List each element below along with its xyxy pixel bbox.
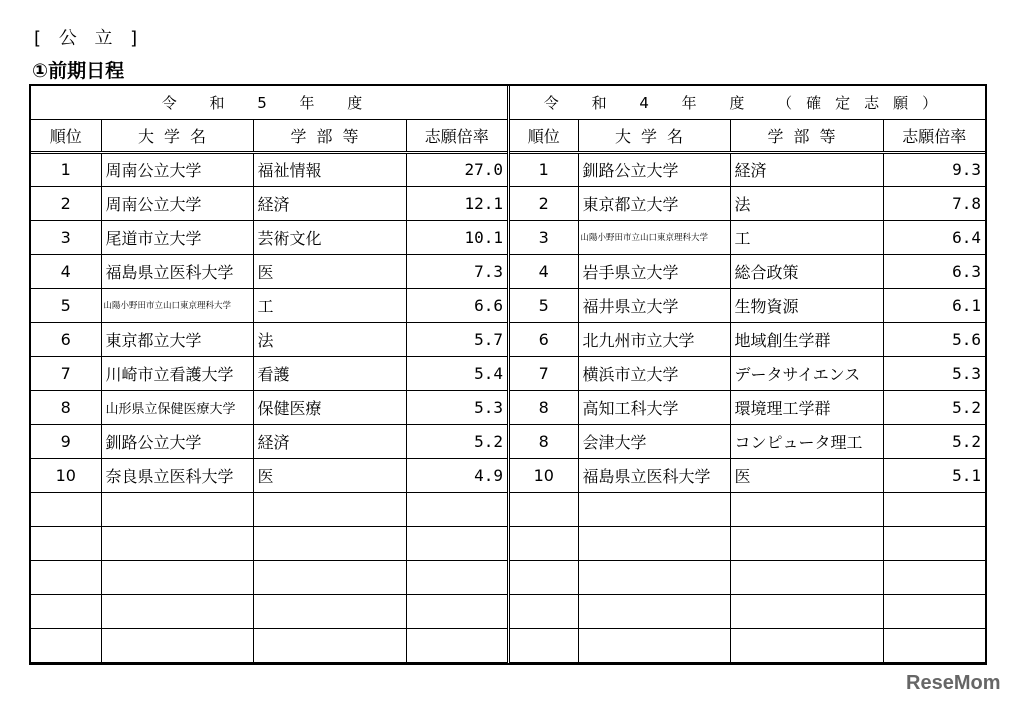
university-cell: 岩手県立大学 (578, 254, 730, 288)
table-row (31, 424, 507, 458)
empty-row (510, 628, 985, 662)
department-cell: データサイエンス (730, 356, 883, 390)
table-row (31, 390, 507, 424)
table-row (31, 458, 507, 492)
resemom-logo: ReseMom (906, 672, 1001, 694)
empty-row (510, 526, 985, 560)
rank-cell: 5 (31, 288, 101, 322)
table-row (510, 322, 985, 356)
table-row (31, 220, 507, 254)
rank-cell: 8 (31, 390, 101, 424)
university-cell: 周南公立大学 (101, 186, 253, 220)
department-cell: 法 (730, 186, 883, 220)
empty-row (31, 492, 507, 526)
rank-cell: 8 (510, 424, 578, 458)
ranking-tables (29, 84, 987, 665)
ratio-cell: 5.7 (406, 322, 507, 356)
ratio-cell: 5.4 (406, 356, 507, 390)
ratio-cell: 7.8 (883, 186, 985, 220)
header-ratio: 志願倍率 (883, 119, 985, 152)
university-cell: 釧路公立大学 (101, 424, 253, 458)
header-university: 大学名 (578, 119, 730, 152)
department-cell: 生物資源 (730, 288, 883, 322)
table-row (510, 220, 985, 254)
rank-cell: 7 (31, 356, 101, 390)
ratio-cell: 5.2 (406, 424, 507, 458)
university-cell: 横浜市立大学 (578, 356, 730, 390)
category-label: [ 公 立 ] (34, 28, 144, 49)
rank-cell: 1 (31, 152, 101, 186)
university-cell: 福島県立医科大学 (578, 458, 730, 492)
department-cell: 法 (253, 322, 406, 356)
rank-cell: 2 (31, 186, 101, 220)
table-row (31, 186, 507, 220)
ratio-cell: 27.0 (406, 152, 507, 186)
header-department: 学部等 (253, 119, 406, 152)
empty-row (31, 526, 507, 560)
empty-row (510, 560, 985, 594)
rank-cell: 2 (510, 186, 578, 220)
university-cell: 東京都立大学 (578, 186, 730, 220)
rank-cell: 3 (510, 220, 578, 254)
table-row (510, 390, 985, 424)
table-row (31, 288, 507, 322)
table-row (31, 322, 507, 356)
rank-cell: 4 (510, 254, 578, 288)
ratio-cell: 12.1 (406, 186, 507, 220)
university-cell: 奈良県立医科大学 (101, 458, 253, 492)
rank-cell: 6 (31, 322, 101, 356)
table-row (510, 254, 985, 288)
university-cell: 高知工科大学 (578, 390, 730, 424)
rank-cell: 6 (510, 322, 578, 356)
ratio-cell: 5.3 (883, 356, 985, 390)
rank-cell: 1 (510, 152, 578, 186)
header-ratio: 志願倍率 (406, 119, 507, 152)
ratio-cell: 6.3 (883, 254, 985, 288)
ratio-cell: 10.1 (406, 220, 507, 254)
rank-cell: 10 (510, 458, 578, 492)
department-cell: 工 (253, 288, 406, 322)
university-cell: 山陽小野田市立山口東京理科大学 (578, 220, 730, 254)
ratio-cell: 5.3 (406, 390, 507, 424)
table-reiwa5 (31, 86, 510, 663)
university-cell: 福島県立医科大学 (101, 254, 253, 288)
university-cell: 山形県立保健医療大学 (101, 390, 253, 424)
university-cell: 北九州市立大学 (578, 322, 730, 356)
section-title: ①前期日程 (32, 60, 125, 82)
ratio-cell: 7.3 (406, 254, 507, 288)
empty-row (31, 594, 507, 628)
ratio-cell: 6.4 (883, 220, 985, 254)
rank-cell: 9 (31, 424, 101, 458)
ratio-cell: 6.1 (883, 288, 985, 322)
rank-cell: 3 (31, 220, 101, 254)
department-cell: 芸術文化 (253, 220, 406, 254)
table-row (31, 254, 507, 288)
university-cell: 山陽小野田市立山口東京理科大学 (101, 288, 253, 322)
university-cell: 川崎市立看護大学 (101, 356, 253, 390)
table-title: 令 和 4 年 度 （確定志願） (510, 86, 985, 119)
rank-cell: 7 (510, 356, 578, 390)
empty-row (510, 492, 985, 526)
department-cell: 福祉情報 (253, 152, 406, 186)
department-cell: 経済 (253, 186, 406, 220)
empty-row (510, 594, 985, 628)
department-cell: 経済 (730, 152, 883, 186)
table-row (510, 288, 985, 322)
university-cell: 周南公立大学 (101, 152, 253, 186)
department-cell: 保健医療 (253, 390, 406, 424)
header-university: 大学名 (101, 119, 253, 152)
table-reiwa4 (510, 86, 985, 663)
ratio-cell: 5.2 (883, 424, 985, 458)
header-rank: 順位 (31, 119, 101, 152)
table-row (31, 152, 507, 186)
table-row (510, 152, 985, 186)
department-cell: 総合政策 (730, 254, 883, 288)
header-rank: 順位 (510, 119, 578, 152)
empty-row (31, 628, 507, 662)
table-row (31, 356, 507, 390)
table-row (510, 186, 985, 220)
table-row (510, 458, 985, 492)
university-cell: 東京都立大学 (101, 322, 253, 356)
rank-cell: 10 (31, 458, 101, 492)
ratio-cell: 4.9 (406, 458, 507, 492)
rank-cell: 4 (31, 254, 101, 288)
table-row (510, 424, 985, 458)
empty-row (31, 560, 507, 594)
ratio-cell: 9.3 (883, 152, 985, 186)
department-cell: 医 (253, 254, 406, 288)
ratio-cell: 5.6 (883, 322, 985, 356)
ratio-cell: 5.2 (883, 390, 985, 424)
department-cell: コンピュータ理工 (730, 424, 883, 458)
department-cell: 看護 (253, 356, 406, 390)
department-cell: 環境理工学群 (730, 390, 883, 424)
header-department: 学部等 (730, 119, 883, 152)
university-cell: 福井県立大学 (578, 288, 730, 322)
table-row (510, 356, 985, 390)
department-cell: 医 (253, 458, 406, 492)
table-title: 令 和 5 年 度 (31, 86, 507, 119)
rank-cell: 5 (510, 288, 578, 322)
university-cell: 会津大学 (578, 424, 730, 458)
department-cell: 医 (730, 458, 883, 492)
rank-cell: 8 (510, 390, 578, 424)
ratio-cell: 5.1 (883, 458, 985, 492)
department-cell: 経済 (253, 424, 406, 458)
department-cell: 地域創生学群 (730, 322, 883, 356)
department-cell: 工 (730, 220, 883, 254)
ratio-cell: 6.6 (406, 288, 507, 322)
university-cell: 尾道市立大学 (101, 220, 253, 254)
university-cell: 釧路公立大学 (578, 152, 730, 186)
